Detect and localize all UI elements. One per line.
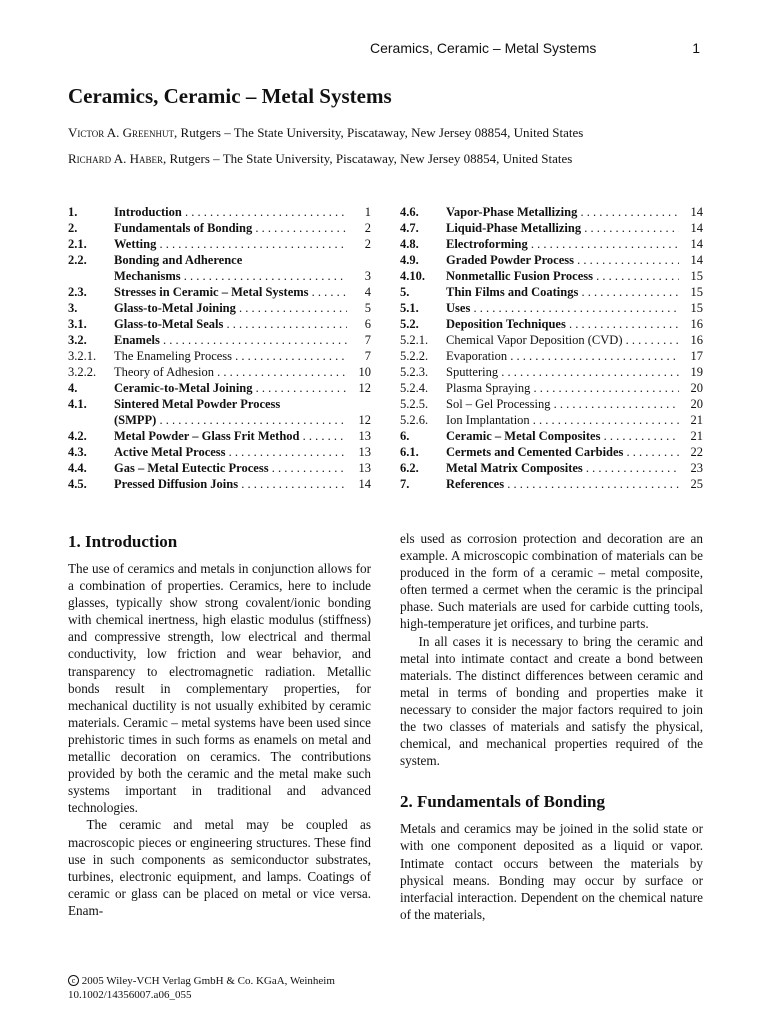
toc-page: 13	[358, 461, 371, 475]
toc-page: 1	[364, 205, 371, 219]
section-heading-introduction: 1. Introduction	[68, 532, 178, 551]
toc-page: 15	[690, 301, 703, 315]
toc-label: Metal Powder – Glass Frit Method . . .	[114, 428, 347, 444]
author-name: Victor A. Greenhut	[68, 125, 175, 140]
toc-entry[interactable]	[400, 220, 703, 236]
toc-entry[interactable]	[68, 284, 371, 300]
toc-number: 2.1.	[68, 237, 87, 251]
toc-page: 14	[690, 237, 703, 251]
toc-entry[interactable]	[68, 348, 371, 364]
toc-label: Ion Implantation . . .	[446, 412, 679, 428]
toc-page: 14	[690, 205, 703, 219]
toc-page: 10	[358, 365, 371, 379]
toc-number: 2.	[68, 221, 78, 235]
toc-entry[interactable]	[400, 364, 703, 380]
toc-number: 4.4.	[68, 461, 87, 475]
toc-entry[interactable]	[68, 460, 371, 476]
table-of-contents-left	[68, 204, 371, 492]
toc-entry[interactable]	[68, 364, 371, 380]
toc-entry[interactable]	[400, 236, 703, 252]
footer	[68, 974, 335, 1002]
running-head	[370, 40, 700, 60]
toc-entry[interactable]	[400, 316, 703, 332]
author-line	[68, 125, 583, 141]
toc-number: 7.	[400, 477, 410, 491]
toc-number: 2.3.	[68, 285, 87, 299]
toc-page: 17	[690, 349, 703, 363]
toc-page: 14	[358, 477, 371, 491]
toc-number: 4.	[68, 381, 78, 395]
author-affiliation: , Rutgers – The State University, Piscataway, New Jersey 08854, United States	[174, 125, 584, 140]
toc-page: 16	[690, 317, 703, 331]
toc-label: Cermets and Cemented Carbides . . .	[446, 444, 679, 460]
running-head-title: Ceramics, Ceramic – Metal Systems	[370, 40, 597, 56]
toc-number: 5.2.5.	[400, 397, 429, 411]
toc-label: Chemical Vapor Deposition (CVD) . . .	[446, 332, 679, 348]
toc-label: Stresses in Ceramic – Metal Systems . . .	[114, 284, 347, 300]
author-name: Richard A. Haber	[68, 151, 163, 166]
toc-label: Graded Powder Process . . .	[446, 252, 679, 268]
toc-entry[interactable]	[68, 252, 371, 268]
toc-number: 4.7.	[400, 221, 419, 235]
toc-page: 20	[690, 397, 703, 411]
article-title: Ceramics, Ceramic – Metal Systems	[68, 84, 392, 108]
toc-page: 14	[690, 221, 703, 235]
toc-number: 5.2.	[400, 317, 419, 331]
author-affiliation: , Rutgers – The State University, Piscataway, New Jersey 08854, United States	[162, 151, 573, 166]
doi: 10.1002/14356007.a06_055	[68, 989, 192, 1001]
toc-entry[interactable]	[400, 300, 703, 316]
toc-label: Liquid-Phase Metallizing . . .	[446, 220, 679, 236]
toc-label: Active Metal Process . . .	[114, 444, 347, 460]
toc-label: Nonmetallic Fusion Process . . .	[446, 268, 679, 284]
toc-page: 2	[364, 221, 371, 235]
toc-number: 3.	[68, 301, 78, 315]
section-heading-fundamentals: 2. Fundamentals of Bonding	[400, 792, 605, 812]
copyright-text: 2005 Wiley-VCH Verlag GmbH & Co. KGaA, Weinheim	[79, 975, 335, 987]
toc-number: 5.1.	[400, 301, 419, 315]
toc-page: 22	[690, 445, 703, 459]
toc-number: 5.2.2.	[400, 349, 429, 363]
toc-number: 4.5.	[68, 477, 87, 491]
toc-number: 4.9.	[400, 253, 419, 267]
toc-entry[interactable]	[68, 268, 371, 284]
toc-entry[interactable]	[400, 284, 703, 300]
toc-entry[interactable]	[400, 204, 703, 220]
paragraph: els used as corrosion protection and decoration are an example. A microscopic combination of materials can be produced in the form of a ceramic – metal composite, often termed a cermet when the ceramic is the principal phase. Such materials are used for carbide cutting tools, high-temperature jet orifices, and turbine parts.	[400, 531, 703, 632]
toc-label: Pressed Diffusion Joins . . .	[114, 476, 347, 492]
toc-number: 5.2.3.	[400, 365, 429, 379]
paragraph: Metals and ceramics may be joined in the solid state or with one component deposited as a liquid or vapor. Intimate contact occurs between the materials by physical means. Bonding may occur by surface or interfacial interaction. Dependent on the chemical nature of the materials,	[400, 821, 703, 922]
toc-label: Bonding and Adherence	[114, 253, 243, 267]
author-line	[68, 151, 572, 167]
toc-entry[interactable]	[400, 412, 703, 428]
toc-label: Sintered Metal Powder Process	[114, 397, 281, 411]
toc-label: Thin Films and Coatings . . .	[446, 284, 679, 300]
toc-entry[interactable]	[68, 444, 371, 460]
paragraph: In all cases it is necessary to bring the ceramic and metal into intimate contact and create a bond between materials. The distinct differences between ceramic and metal in terms of bonding and properties make it necessary to consider the major factors required to join the two classes of materials and satisfy the physical, chemical, and mechanical properties required of the system.	[400, 633, 703, 769]
toc-page: 2	[364, 237, 371, 251]
toc-entry[interactable]	[68, 220, 371, 236]
toc-number: 6.	[400, 429, 410, 443]
toc-label: Deposition Techniques . . .	[446, 316, 679, 332]
toc-page: 21	[690, 413, 703, 427]
toc-entry[interactable]	[400, 268, 703, 284]
toc-number: 4.1.	[68, 397, 87, 411]
toc-label: Sputtering . . .	[446, 364, 679, 380]
body-column-left	[68, 530, 371, 919]
toc-page: 7	[364, 333, 371, 347]
toc-page: 5	[364, 301, 371, 315]
toc-number: 5.2.1.	[400, 333, 429, 347]
toc-label: Plasma Spraying . . .	[446, 380, 679, 396]
toc-label: Wetting . . .	[114, 236, 347, 252]
toc-number: 4.6.	[400, 205, 419, 219]
toc-page: 7	[364, 349, 371, 363]
toc-page: 21	[690, 429, 703, 443]
body-column-right	[400, 530, 703, 923]
toc-page: 13	[358, 445, 371, 459]
toc-label: Enamels . . .	[114, 332, 347, 348]
toc-label: Introduction . . .	[114, 204, 347, 220]
toc-entry[interactable]	[68, 316, 371, 332]
toc-entry[interactable]	[400, 476, 703, 492]
toc-number: 3.2.2.	[68, 365, 97, 379]
toc-number: 3.1.	[68, 317, 87, 331]
toc-label: The Enameling Process . . .	[114, 348, 347, 364]
toc-entry[interactable]	[400, 444, 703, 460]
toc-label: Metal Matrix Composites . . .	[446, 460, 679, 476]
toc-entry[interactable]	[400, 460, 703, 476]
toc-number: 1.	[68, 205, 78, 219]
toc-page: 3	[364, 269, 371, 283]
copyright-icon: c	[68, 975, 79, 986]
toc-number: 5.2.6.	[400, 413, 429, 427]
toc-page: 4	[364, 285, 371, 299]
toc-label: Vapor-Phase Metallizing . . .	[446, 204, 679, 220]
toc-entry[interactable]	[400, 252, 703, 268]
toc-page: 16	[690, 333, 703, 347]
toc-number: 6.1.	[400, 445, 419, 459]
page-number: 1	[692, 40, 700, 56]
toc-label: Gas – Metal Eutectic Process . . .	[114, 460, 347, 476]
toc-page: 15	[690, 269, 703, 283]
toc-entry[interactable]	[400, 332, 703, 348]
toc-label: References . . .	[446, 476, 679, 492]
toc-entry[interactable]	[68, 300, 371, 316]
toc-label: Glass-to-Metal Seals . . .	[114, 316, 347, 332]
toc-entry[interactable]	[68, 396, 371, 412]
toc-label: (SMPP) . . .	[114, 412, 347, 428]
toc-number: 5.2.4.	[400, 381, 429, 395]
toc-entry[interactable]	[68, 332, 371, 348]
toc-number: 3.2.1.	[68, 349, 97, 363]
toc-number: 4.2.	[68, 429, 87, 443]
toc-page: 15	[690, 285, 703, 299]
toc-page: 12	[358, 381, 371, 395]
toc-page: 12	[358, 413, 371, 427]
toc-entry[interactable]	[400, 428, 703, 444]
toc-label: Evaporation . . .	[446, 348, 679, 364]
toc-entry[interactable]	[68, 428, 371, 444]
toc-number: 4.8.	[400, 237, 419, 251]
copyright-line	[68, 974, 335, 988]
toc-entry[interactable]	[68, 236, 371, 252]
toc-label: Fundamentals of Bonding . . .	[114, 220, 347, 236]
toc-page: 6	[364, 317, 371, 331]
toc-page: 25	[690, 477, 703, 491]
toc-page: 23	[690, 461, 703, 475]
toc-label: Mechanisms . . .	[114, 268, 347, 284]
toc-page: 13	[358, 429, 371, 443]
toc-page: 19	[690, 365, 703, 379]
paragraph: The ceramic and metal may be coupled as macroscopic pieces or engineering structures. These find use in such components as semiconductor substrates, turbines, electronic equipment, and lamps. Coatings of ceramic or glass can be placed on metal or vice versa. Enam-	[68, 817, 371, 918]
toc-entry[interactable]	[400, 396, 703, 412]
toc-number: 4.10.	[400, 269, 425, 283]
toc-number: 5.	[400, 285, 410, 299]
toc-page: 20	[690, 381, 703, 395]
toc-entry[interactable]	[400, 380, 703, 396]
table-of-contents-right	[400, 204, 703, 492]
toc-entry[interactable]	[400, 348, 703, 364]
toc-number: 2.2.	[68, 253, 87, 267]
paragraph: The use of ceramics and metals in conjunction allows for a combination of properties. Ceramics, here to include glasses, typically show strong covalent/ionic bonding with chemical inertness, high elastic modulus (stiffness) and compressive strength, low electrical and thermal conductivity, low friction and wear behavior, and transparency to electromagnetic radiation. Metallic bonds result in complementary properties, for mechanical ductility is not usually exhibited by ceramic materials. Ceramic – metal systems have been used since prehistoric times in such forms as enamels on metal and metallic decoration on ceramics. The contributions provided by both the ceramic and the metal make such systems important in traditional and advanced technologies.	[68, 561, 371, 816]
toc-label: Electroforming . . .	[446, 236, 679, 252]
toc-entry[interactable]	[68, 380, 371, 396]
toc-number: 3.2.	[68, 333, 87, 347]
toc-entry[interactable]	[68, 412, 371, 428]
toc-label: Ceramic-to-Metal Joining . . .	[114, 380, 347, 396]
toc-entry[interactable]	[68, 476, 371, 492]
toc-number: 4.3.	[68, 445, 87, 459]
toc-label: Sol – Gel Processing . . .	[446, 396, 679, 412]
toc-label: Ceramic – Metal Composites . . .	[446, 428, 679, 444]
toc-page: 14	[690, 253, 703, 267]
toc-label: Glass-to-Metal Joining . . .	[114, 300, 347, 316]
toc-label: Uses . . .	[446, 300, 679, 316]
toc-label: Theory of Adhesion . . .	[114, 364, 347, 380]
toc-number: 6.2.	[400, 461, 419, 475]
toc-entry[interactable]	[68, 204, 371, 220]
